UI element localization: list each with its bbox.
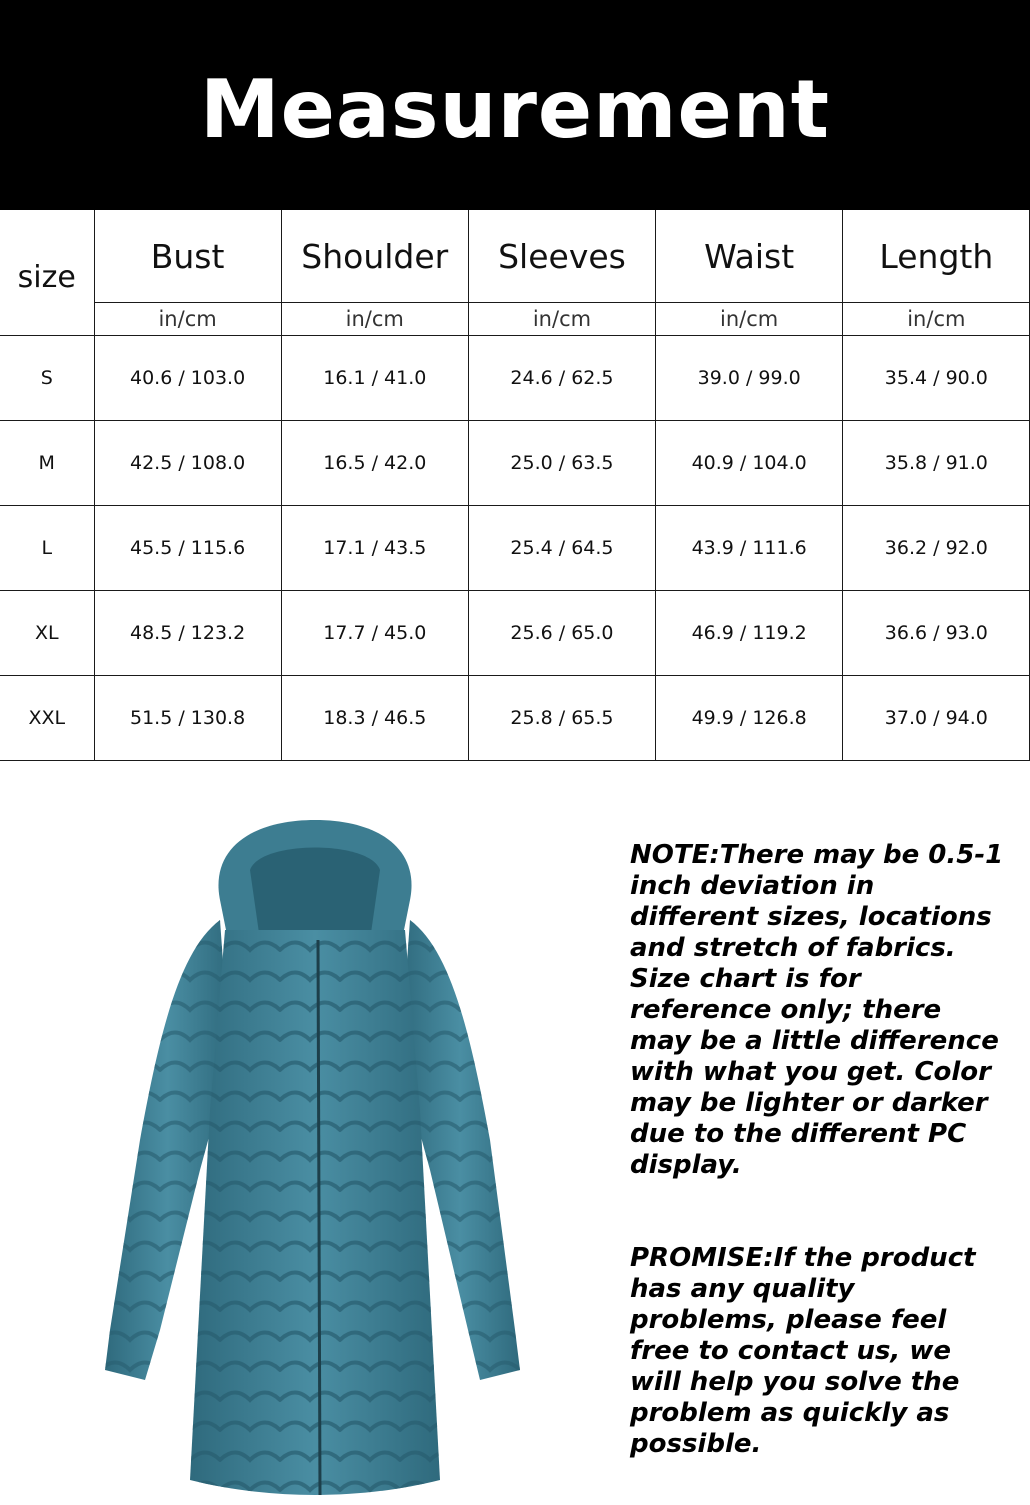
table-cell: 17.1 / 43.5 <box>281 506 468 591</box>
promise-text: PROMISE:If the product has any quality problems, please feel free to contact us, we will help you solve the problem as quickly as possible. <box>630 1243 976 1459</box>
table-cell: 37.0 / 94.0 <box>843 676 1030 761</box>
notes-section <box>630 840 1010 1460</box>
column-header-sleeves: Sleeves <box>468 210 655 303</box>
size-cell: S <box>0 336 94 421</box>
table-cell: 35.8 / 91.0 <box>843 421 1030 506</box>
table-cell: 25.8 / 65.5 <box>468 676 655 761</box>
note-text: NOTE:There may be 0.5-1 inch deviation in different sizes, locations and stretch of fabrics. Size chart is for reference only; there may be a little difference with what you get. Color may be lighter or darker due to the different PC display. <box>630 840 1004 1180</box>
size-cell: M <box>0 421 94 506</box>
table-cell: 25.0 / 63.5 <box>468 421 655 506</box>
header-banner <box>0 0 1030 210</box>
column-header-shoulder: Shoulder <box>281 210 468 303</box>
hooded-faux-fur-coat-icon <box>100 810 530 1500</box>
unit-label: in/cm <box>656 303 843 336</box>
table-cell: 16.5 / 42.0 <box>281 421 468 506</box>
table-cell: 18.3 / 46.5 <box>281 676 468 761</box>
size-cell: XXL <box>0 676 94 761</box>
table-row <box>0 676 1030 761</box>
table-header-row <box>0 210 1030 303</box>
unit-label: in/cm <box>468 303 655 336</box>
table-cell: 36.6 / 93.0 <box>843 591 1030 676</box>
table-row <box>0 506 1030 591</box>
column-header-bust: Bust <box>94 210 281 303</box>
product-image <box>100 810 530 1500</box>
page-title: Measurement <box>200 63 830 156</box>
table-row <box>0 421 1030 506</box>
table-cell: 49.9 / 126.8 <box>656 676 843 761</box>
table-cell: 24.6 / 62.5 <box>468 336 655 421</box>
size-cell: XL <box>0 591 94 676</box>
column-header-waist: Waist <box>656 210 843 303</box>
table-cell: 36.2 / 92.0 <box>843 506 1030 591</box>
table-cell: 42.5 / 108.0 <box>94 421 281 506</box>
column-header-length: Length <box>843 210 1030 303</box>
table-cell: 25.6 / 65.0 <box>468 591 655 676</box>
table-cell: 43.9 / 111.6 <box>656 506 843 591</box>
table-row <box>0 336 1030 421</box>
table-cell: 40.9 / 104.0 <box>656 421 843 506</box>
table-cell: 39.0 / 99.0 <box>656 336 843 421</box>
unit-row <box>0 303 1030 336</box>
table-cell: 46.9 / 119.2 <box>656 591 843 676</box>
unit-label: in/cm <box>843 303 1030 336</box>
unit-label: in/cm <box>94 303 281 336</box>
size-chart-table <box>0 210 1030 761</box>
table-cell: 16.1 / 41.0 <box>281 336 468 421</box>
table-cell: 35.4 / 90.0 <box>843 336 1030 421</box>
table-cell: 48.5 / 123.2 <box>94 591 281 676</box>
unit-label: in/cm <box>281 303 468 336</box>
table-cell: 45.5 / 115.6 <box>94 506 281 591</box>
table-cell: 40.6 / 103.0 <box>94 336 281 421</box>
table-cell: 17.7 / 45.0 <box>281 591 468 676</box>
table-cell: 25.4 / 64.5 <box>468 506 655 591</box>
size-column-header: size <box>0 210 94 336</box>
table-cell: 51.5 / 130.8 <box>94 676 281 761</box>
table-row <box>0 591 1030 676</box>
size-cell: L <box>0 506 94 591</box>
